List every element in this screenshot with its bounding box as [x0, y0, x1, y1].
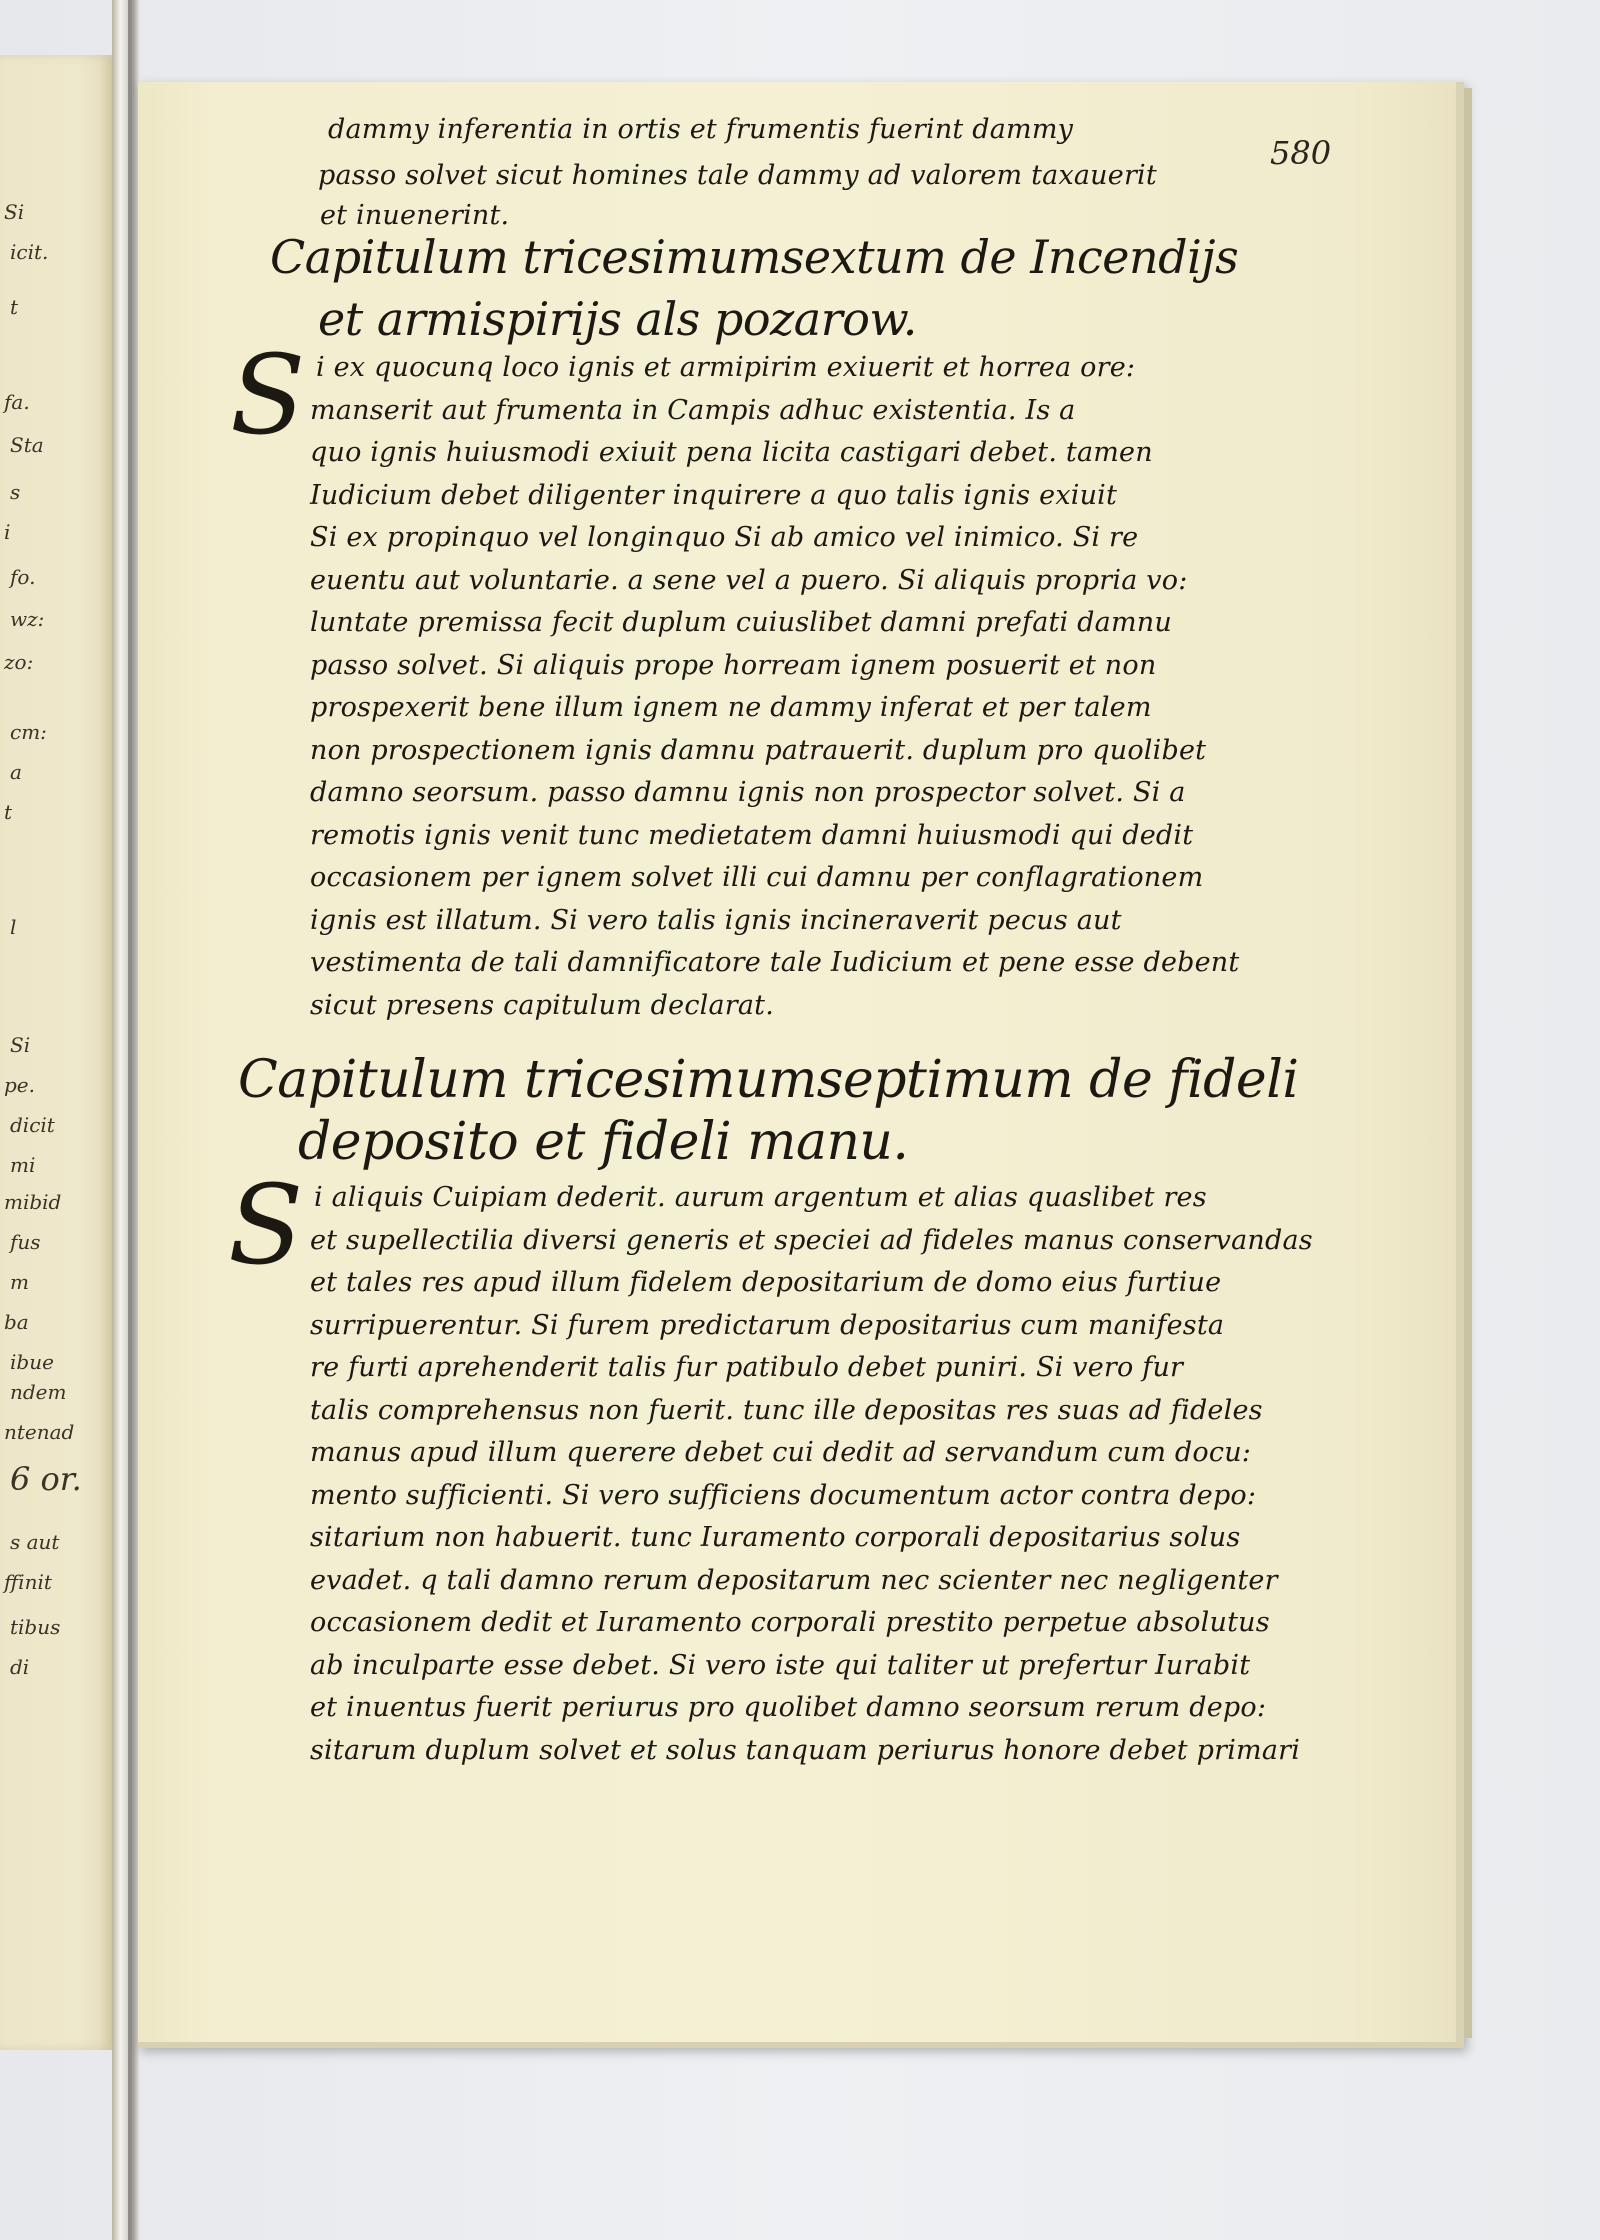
verso-fragment: dicit — [10, 1113, 55, 1137]
verso-fragment: ntenad — [4, 1420, 75, 1444]
chapter36-text-line: damno seorsum. passo damnu ignis non prospector solvet. Si a — [310, 777, 1186, 808]
chapter37-text-line: occasionem dedit et Iuramento corporali prestito perpetue absolutus — [310, 1607, 1270, 1638]
chapter36-text-line: quo ignis huiusmodi exiuit pena licita castigari debet. tamen — [310, 437, 1153, 468]
chapter36-text-line: remotis ignis venit tunc medietatem damni huiusmodi qui dedit — [310, 819, 1194, 851]
verso-fragment: t — [4, 800, 13, 824]
chapter36-initial: S — [230, 331, 306, 459]
chapter37-text-line: manus apud illum querere debet cui dedit ad servandum cum docu: — [310, 1437, 1252, 1468]
verso-fragment: cm: — [10, 720, 47, 744]
chapter37-text-line: talis comprehensus non fuerit. tunc ille depositas res suas ad fideles — [310, 1394, 1263, 1426]
verso-fragment: l — [10, 915, 17, 939]
verso-fragment: m — [10, 1270, 29, 1294]
chapter37-heading: deposito et fideli manu. — [298, 1112, 909, 1172]
chapter37-heading: Capitulum tricesimumseptimum de fideli — [238, 1050, 1299, 1110]
manuscript-text — [138, 82, 1456, 2042]
binding-line — [128, 0, 132, 2240]
verso-fragment: wz: — [10, 607, 45, 631]
verso-fragment: Sta — [10, 433, 44, 457]
verso-fragment: fus — [10, 1230, 41, 1254]
chapter36-heading: et armispirijs als pozarow. — [318, 292, 917, 346]
chapter36-text-line: Si ex propinquo vel longinquo Si ab amico vel inimico. Si re — [310, 522, 1139, 553]
verso-fragment: mi — [10, 1153, 36, 1177]
chapter36-text-line: i ex quocunq loco ignis et armipirim exiuerit et horrea ore: — [316, 352, 1136, 383]
verso-fragment: 6 or. — [10, 1460, 82, 1498]
verso-fragment: fa. — [4, 390, 30, 414]
verso-fragment: zo: — [4, 650, 34, 674]
chapter36-text-line: non prospectionem ignis damnu patrauerit. duplum pro quolibet — [310, 734, 1207, 766]
chapter36-text-line: euentu aut voluntarie. a sene vel a puero. Si aliquis propria vo: — [310, 564, 1188, 596]
chapter37-text-line: et tales res apud illum fidelem depositarium de domo eius furtiue — [310, 1267, 1222, 1298]
chapter37-text-line: sitarium non habuerit. tunc Iuramento corporali depositarius solus — [310, 1522, 1241, 1553]
chapter37-text-line: et supellectilia diversi generis et speciei ad fideles manus conservandas — [310, 1224, 1313, 1256]
chapter37-text-line: ab inculparte esse debet. Si vero iste qui taliter ut prefertur Iurabit — [310, 1649, 1251, 1681]
chapter36-text-line: sicut presens capitulum declarat. — [310, 989, 775, 1021]
verso-fragment: a — [10, 760, 22, 784]
verso-fragment: ibue — [10, 1350, 54, 1374]
verso-fragment: t — [10, 295, 19, 319]
chapter36-text-line: vestimenta de tali damnificatore tale Iudicium et pene esse debent — [310, 947, 1240, 978]
chapter36-heading: Capitulum tricesimumsextum de Incendijs — [270, 230, 1239, 284]
verso-fragment: Si — [10, 1033, 31, 1057]
chapter36-text-line: manserit aut frumenta in Campis adhuc existentia. Is a — [310, 394, 1076, 426]
chapter37-text-line: mento sufficienti. Si vero sufficiens documentum actor contra depo: — [310, 1479, 1257, 1511]
opening-line: dammy inferentia in ortis et frumentis fuerint dammy — [328, 114, 1074, 145]
chapter36-text-line: ignis est illatum. Si vero talis ignis incineraverit pecus aut — [310, 904, 1122, 936]
verso-fragment: tibus — [10, 1615, 61, 1639]
verso-fragment: ffinit — [4, 1570, 52, 1594]
chapter37-text-line: evadet. q tali damno rerum depositarum nec scienter nec negligenter — [310, 1564, 1278, 1596]
manuscript-page — [138, 82, 1464, 2048]
verso-fragment: icit. — [10, 240, 49, 264]
verso-fragment: ba — [4, 1310, 29, 1334]
verso-fragment: ndem — [10, 1380, 67, 1404]
verso-fragment: Si — [4, 200, 25, 224]
verso-fragment: fo. — [10, 565, 36, 589]
opening-line: passo solvet sicut homines tale dammy ad valorem taxauerit — [318, 160, 1157, 191]
chapter36-text-line: occasionem per ignem solvet illi cui damnu per conflagrationem — [310, 862, 1204, 893]
chapter36-text-line: Iudicium debet diligenter inquirere a quo talis ignis exiuit — [310, 479, 1118, 511]
chapter37-text-line: surripuerentur. Si furem predictarum depositarius cum manifesta — [310, 1309, 1225, 1341]
chapter36-text-line: prospexerit bene illum ignem ne dammy inferat et per talem — [310, 692, 1152, 723]
verso-page-edge — [0, 55, 114, 2050]
verso-fragment: pe. — [4, 1073, 35, 1097]
chapter36-text-line: luntate premissa fecit duplum cuiuslibet damni prefati damnu — [310, 607, 1172, 638]
chapter37-initial: S — [228, 1161, 304, 1289]
verso-fragment: di — [10, 1655, 30, 1679]
chapter37-text-line: et inuentus fuerit periurus pro quolibet damno seorsum rerum depo: — [310, 1692, 1267, 1723]
chapter36-text-line: passo solvet. Si aliquis prope horream ignem posuerit et non — [310, 649, 1157, 681]
book-gutter — [112, 0, 140, 2240]
verso-fragment: s — [10, 480, 21, 504]
verso-fragment: mibid — [4, 1190, 62, 1214]
verso-fragment: s aut — [10, 1530, 60, 1554]
chapter37-text-line: re furti aprehenderit talis fur patibulo debet puniri. Si vero fur — [310, 1352, 1184, 1383]
chapter37-text-line: sitarum duplum solvet et solus tanquam periurus honore debet primari — [310, 1734, 1301, 1766]
verso-fragment: i — [4, 520, 11, 544]
opening-line: et inuenerint. — [320, 200, 510, 231]
chapter37-text-line: i aliquis Cuipiam dederit. aurum argentum et alias quaslibet res — [314, 1182, 1207, 1213]
folio-number: 580 — [1270, 134, 1332, 172]
